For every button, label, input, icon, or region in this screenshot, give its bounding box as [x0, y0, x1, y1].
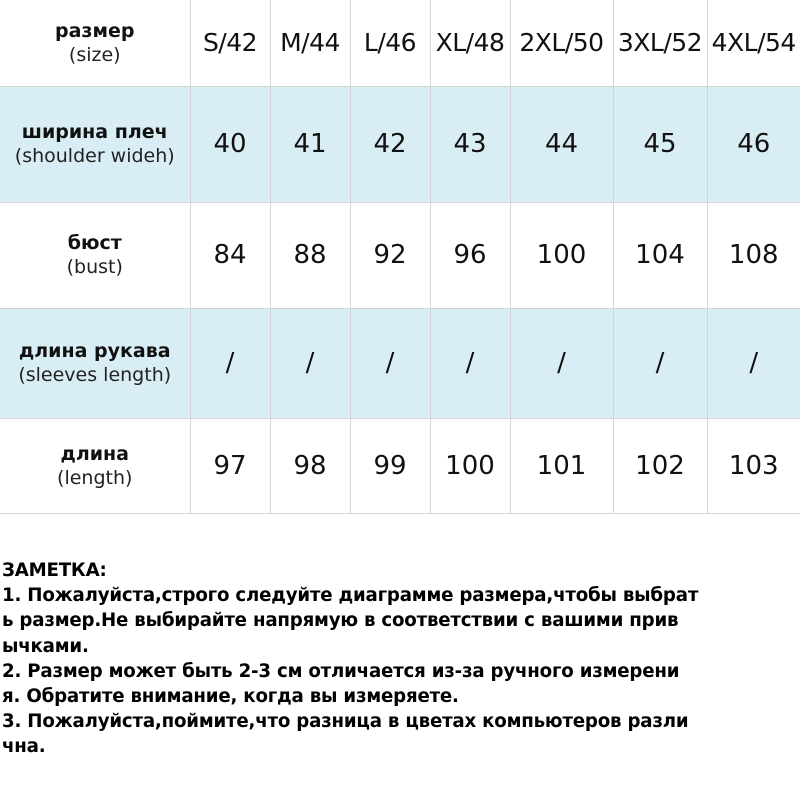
notes-line: ычками.: [2, 635, 89, 657]
size-col-header: 2XL/50: [510, 0, 613, 86]
table-cell: 42: [350, 86, 430, 202]
row-label-cell: [0, 308, 190, 418]
notes-line: 1. Пожалуйста,строго следуйте диаграмме размера,чтобы выбрат: [2, 585, 699, 607]
table-cell: 44: [510, 86, 613, 202]
table-cell: /: [613, 308, 707, 418]
length-row: [0, 418, 800, 513]
table-cell: 104: [613, 202, 707, 308]
row-label-en: (shoulder wideh): [14, 145, 175, 167]
row-label-cell: [0, 202, 190, 308]
row-label-en: (length): [57, 466, 133, 489]
table-cell: 45: [613, 86, 707, 202]
size-col-header: S/42: [190, 0, 270, 86]
row-label: длина: [60, 442, 130, 465]
notes-line: 3. Пожалуйста,поймите,что разница в цветах компьютеров разли: [2, 711, 689, 733]
table-cell: 100: [430, 418, 510, 513]
size-label: размер: [55, 19, 135, 42]
notes-title: ЗАМЕТКА:: [2, 560, 107, 581]
table-cell: 97: [190, 418, 270, 513]
table-cell: 92: [350, 202, 430, 308]
bust-row: [0, 202, 800, 308]
table-cell: 98: [270, 418, 350, 513]
notes-section: [2, 558, 798, 760]
size-col-header: 3XL/52: [613, 0, 707, 86]
table-cell: /: [430, 308, 510, 418]
table-cell: 84: [190, 202, 270, 308]
shoulder-width-row: [0, 86, 800, 202]
table-cell: 41: [270, 86, 350, 202]
table-cell: 40: [190, 86, 270, 202]
table-cell: /: [707, 308, 800, 418]
row-label-en: (bust): [66, 256, 123, 278]
table-cell: /: [510, 308, 613, 418]
table-cell: 96: [430, 202, 510, 308]
size-label-en: (size): [68, 43, 121, 66]
table-cell: /: [190, 308, 270, 418]
table-cell: 108: [707, 202, 800, 308]
table-cell: 46: [707, 86, 800, 202]
header-row: [0, 0, 800, 86]
table-cell: 102: [613, 418, 707, 513]
sleeve-length-row: [0, 308, 800, 418]
size-col-header: M/44: [270, 0, 350, 86]
table-cell: /: [350, 308, 430, 418]
notes-line: чна.: [2, 736, 46, 758]
table-cell: /: [270, 308, 350, 418]
size-col-header: L/46: [350, 0, 430, 86]
row-label: ширина плеч: [21, 121, 168, 143]
notes-line: ь размер.Не выбирайте напрямую в соответствии с вашими прив: [2, 610, 679, 632]
notes-line: я. Обратите внимание, когда вы измеряете.: [2, 686, 459, 708]
row-label-cell: [0, 418, 190, 513]
table-cell: 43: [430, 86, 510, 202]
row-label: длина рукава: [18, 340, 171, 362]
row-label-en: (sleeves length): [18, 364, 172, 386]
row-label: бюст: [67, 232, 122, 254]
table-cell: 99: [350, 418, 430, 513]
table-cell: 88: [270, 202, 350, 308]
size-label-cell: [0, 0, 190, 86]
notes-line: 2. Размер может быть 2-3 см отличается из-за ручного измерени: [2, 660, 680, 682]
size-col-header: XL/48: [430, 0, 510, 86]
row-label-cell: [0, 86, 190, 202]
table-cell: 100: [510, 202, 613, 308]
table-cell: 101: [510, 418, 613, 513]
table-cell: 103: [707, 418, 800, 513]
size-col-header: 4XL/54: [707, 0, 800, 86]
